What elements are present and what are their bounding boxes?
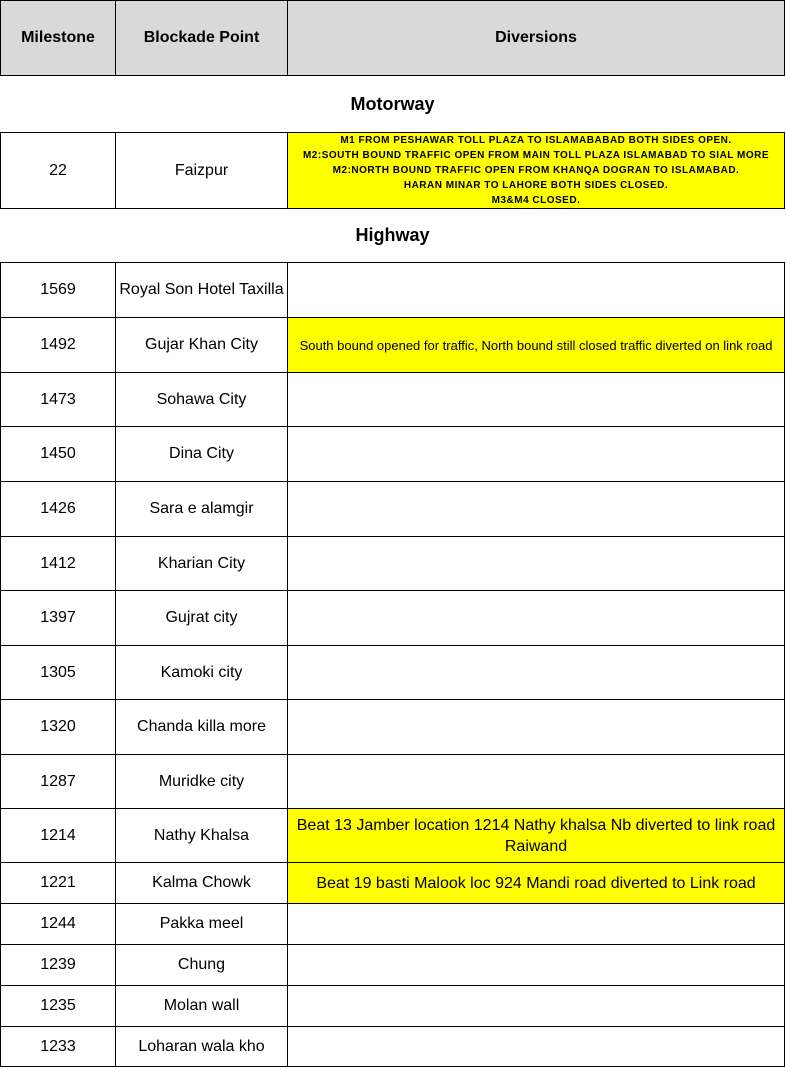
header-milestone: Milestone — [1, 1, 116, 76]
milestone-cell: 1244 — [1, 904, 116, 945]
highway-rows — [1, 263, 785, 1067]
section-highway: Highway — [1, 209, 785, 263]
blockade-cell: Royal Son Hotel Taxilla — [116, 263, 288, 318]
milestone-cell: 1397 — [1, 591, 116, 646]
blockade-cell: Gujrat city — [116, 591, 288, 646]
header-blockade-point: Blockade Point — [116, 1, 288, 76]
diversion-cell — [288, 755, 785, 809]
blockade-cell: Sara e alamgir — [116, 482, 288, 537]
diversion-cell: South bound opened for traffic, North bound still closed traffic diverted on link road — [288, 318, 785, 373]
diversion-cell: Beat 19 basti Malook loc 924 Mandi road diverted to Link road — [288, 863, 785, 904]
milestone-cell: 1426 — [1, 482, 116, 537]
section-row — [1, 76, 785, 133]
milestone-cell: 22 — [1, 133, 116, 209]
section-motorway: Motorway — [1, 76, 785, 133]
blockade-cell: Chung — [116, 945, 288, 986]
milestone-cell: 1233 — [1, 1027, 116, 1067]
diversion-cell — [288, 133, 785, 209]
diversion-cell — [288, 427, 785, 482]
milestone-cell: 1473 — [1, 373, 116, 427]
milestone-cell: 1305 — [1, 646, 116, 700]
table-row — [1, 755, 785, 809]
blockade-cell: Dina City — [116, 427, 288, 482]
blockade-cell: Muridke city — [116, 755, 288, 809]
table-row — [1, 537, 785, 591]
table-row — [1, 263, 785, 318]
milestone-cell: 1492 — [1, 318, 116, 373]
table-row — [1, 863, 785, 904]
table-row — [1, 318, 785, 373]
milestone-cell: 1287 — [1, 755, 116, 809]
milestone-cell: 1214 — [1, 809, 116, 863]
milestone-cell: 1450 — [1, 427, 116, 482]
milestone-cell: 1320 — [1, 700, 116, 755]
table-row — [1, 591, 785, 646]
blockade-cell: Chanda killa more — [116, 700, 288, 755]
blockade-cell: Kharian City — [116, 537, 288, 591]
table-row — [1, 133, 785, 209]
milestone-cell: 1569 — [1, 263, 116, 318]
diversion-cell — [288, 1027, 785, 1067]
blockade-cell: Faizpur — [116, 133, 288, 209]
milestone-cell: 1239 — [1, 945, 116, 986]
table-row — [1, 986, 785, 1027]
diversion-cell — [288, 537, 785, 591]
blockade-cell: Loharan wala kho — [116, 1027, 288, 1067]
diversion-cell — [288, 263, 785, 318]
diversion-line: M2:NORTH BOUND TRAFFIC OPEN FROM KHANQA DOGRAN TO ISLAMABAD. — [332, 165, 740, 176]
header-diversions: Diversions — [288, 1, 785, 76]
diversion-line: M1 FROM PESHAWAR TOLL PLAZA TO ISLAMABABAD BOTH SIDES OPEN. — [340, 135, 732, 146]
diversion-cell — [288, 700, 785, 755]
diversion-cell — [288, 986, 785, 1027]
blockade-cell: Kalma Chowk — [116, 863, 288, 904]
blockade-cell: Molan wall — [116, 986, 288, 1027]
milestone-cell: 1235 — [1, 986, 116, 1027]
diversion-line: M3&M4 CLOSED. — [491, 195, 581, 206]
section-row — [1, 209, 785, 263]
blockade-cell: Gujar Khan City — [116, 318, 288, 373]
table-row — [1, 427, 785, 482]
table-row — [1, 945, 785, 986]
diversion-line: HARAN MINAR TO LAHORE BOTH SIDES CLOSED. — [403, 180, 669, 191]
table-row — [1, 904, 785, 945]
diversion-line: M2:SOUTH BOUND TRAFFIC OPEN FROM MAIN TOLL PLAZA ISLAMABAD TO SIAL MORE — [302, 150, 770, 161]
blockade-cell: Pakka meel — [116, 904, 288, 945]
header-row — [1, 1, 785, 76]
diversion-cell — [288, 373, 785, 427]
blockade-cell: Kamoki city — [116, 646, 288, 700]
diversion-cell — [288, 904, 785, 945]
table-row — [1, 809, 785, 863]
diversion-cell — [288, 482, 785, 537]
diversion-cell — [288, 945, 785, 986]
diversion-cell — [288, 646, 785, 700]
blockade-cell: Sohawa City — [116, 373, 288, 427]
milestone-cell: 1221 — [1, 863, 116, 904]
diversion-cell: Beat 13 Jamber location 1214 Nathy khalsa Nb diverted to link road Raiwand — [288, 809, 785, 863]
table-row — [1, 1027, 785, 1067]
table-row — [1, 646, 785, 700]
table-row — [1, 373, 785, 427]
blockade-cell: Nathy Khalsa — [116, 809, 288, 863]
table-row — [1, 700, 785, 755]
diversion-cell — [288, 591, 785, 646]
milestone-cell: 1412 — [1, 537, 116, 591]
table-row — [1, 482, 785, 537]
